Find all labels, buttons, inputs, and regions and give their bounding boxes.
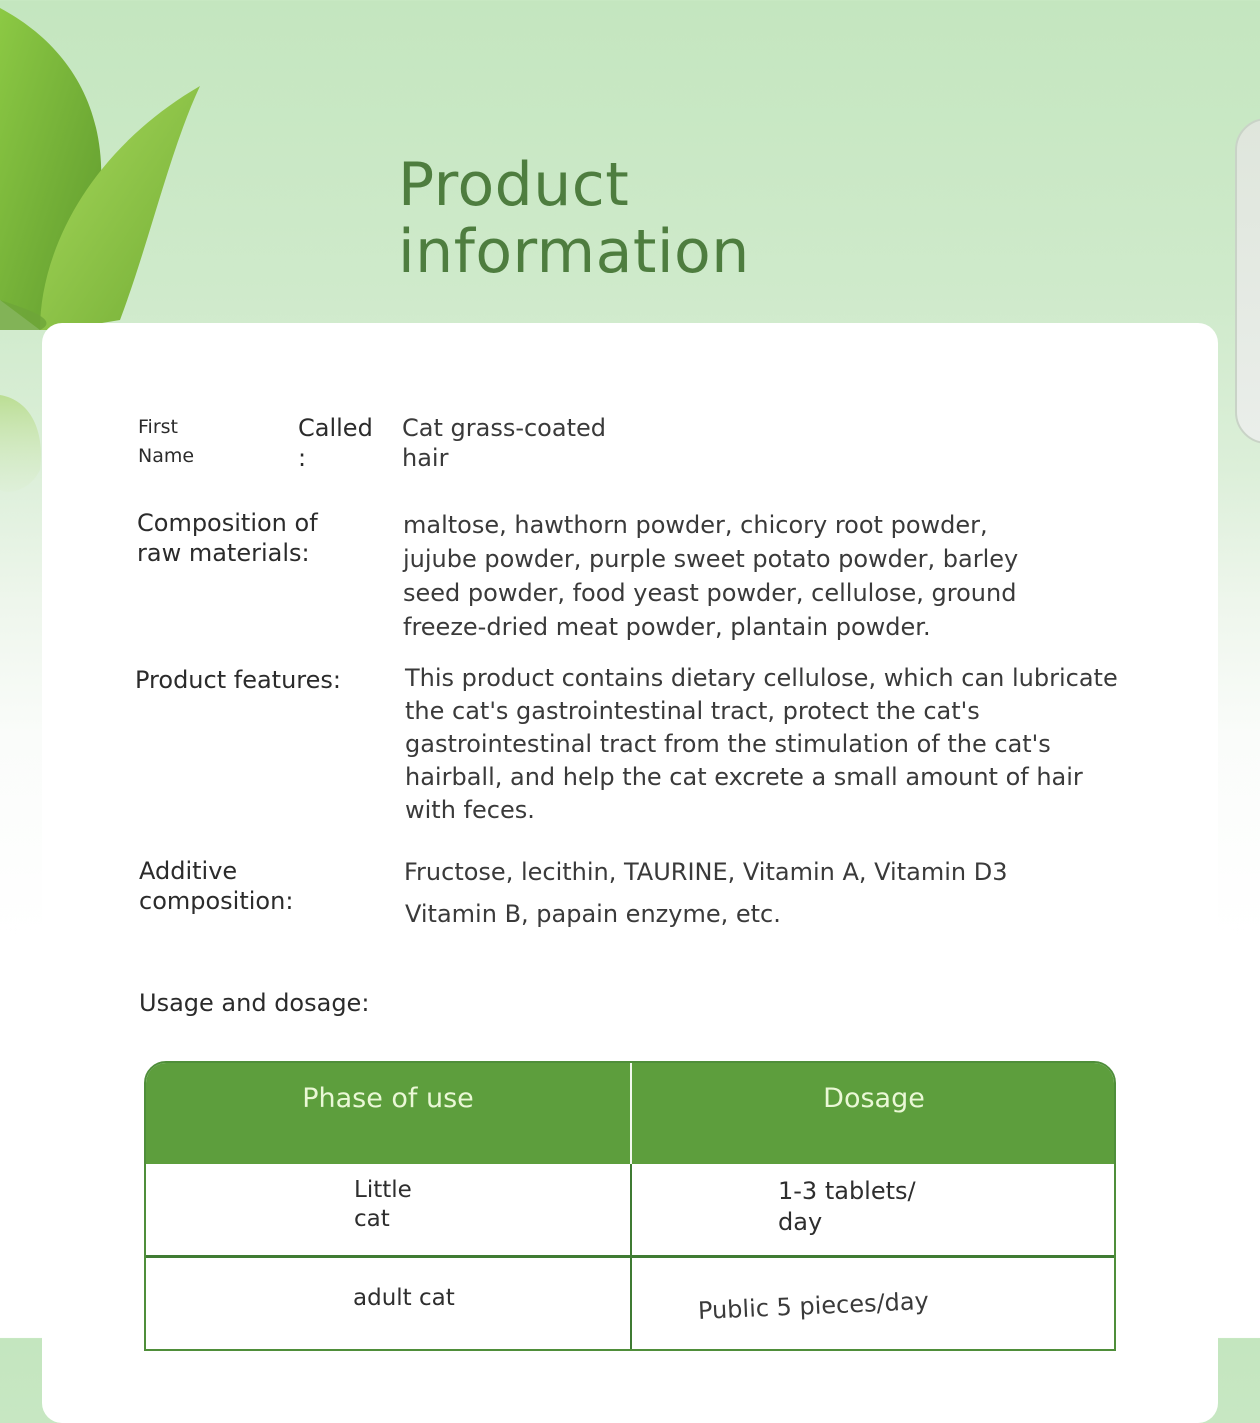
called-line-2: : <box>298 444 307 472</box>
phase-line-1: Little <box>354 1177 412 1203</box>
dosage-line-1: 1-3 tablets/ <box>778 1177 916 1205</box>
additives-label <box>139 856 293 916</box>
usage-label: Usage and dosage: <box>139 989 370 1017</box>
called-label <box>298 413 373 473</box>
features-label: Product features: <box>135 666 341 694</box>
features-line: with feces. <box>405 796 535 824</box>
name-label-line-2: Name <box>138 445 195 467</box>
table-row-2-phase: adult cat <box>353 1285 455 1311</box>
features-line: This product contains dietary cellulose, which can lubricate <box>405 664 1118 692</box>
raw-materials-label-line-2: raw materials: <box>137 539 310 567</box>
table-row-2-dosage: Public 5 pieces/day <box>697 1286 930 1325</box>
header-dosage: Dosage <box>823 1083 925 1114</box>
table-row-1-dosage <box>778 1176 916 1238</box>
raw-materials-line: jujube powder, purple sweet potato powder, barley <box>403 545 1019 573</box>
row-divider <box>146 1255 1114 1258</box>
product-name-line-1: Cat grass-coated <box>402 414 606 442</box>
features-line: the cat's gastrointestinal tract, protect the cat's <box>405 697 980 725</box>
features-line: gastrointestinal tract from the stimulation of the cat's <box>405 730 1051 758</box>
additives-value-line-1: Fructose, lecithin, TAURINE, Vitamin A, Vitamin D3 <box>404 858 1008 886</box>
additives-value-line-2: Vitamin B, papain enzyme, etc. <box>405 900 781 928</box>
title-line-1: Product <box>398 150 630 220</box>
features-value <box>405 662 1118 827</box>
title-line-2: information <box>398 217 750 287</box>
dosage-line-2: day <box>778 1208 823 1236</box>
phase-line-2: cat <box>354 1206 390 1232</box>
page-title <box>398 152 750 286</box>
header-column-divider <box>630 1063 632 1164</box>
table-row-1-phase <box>354 1176 412 1234</box>
raw-materials-value <box>403 508 1018 644</box>
raw-materials-line: freeze-dried meat powder, plantain powder. <box>403 613 931 641</box>
called-line-1: Called <box>298 414 373 442</box>
header-phase-of-use: Phase of use <box>302 1083 474 1114</box>
name-label-line-1: First <box>138 416 178 438</box>
product-name-value <box>402 413 606 473</box>
product-name-line-2: hair <box>402 444 449 472</box>
raw-materials-label-line-1: Composition of <box>137 509 318 537</box>
additives-label-line-1: Additive <box>139 857 238 885</box>
features-line: hairball, and help the cat excrete a small amount of hair <box>405 763 1083 791</box>
raw-materials-line: maltose, hawthorn powder, chicory root powder, <box>403 511 988 539</box>
raw-materials-line: seed powder, food yeast powder, cellulose, ground <box>403 579 1017 607</box>
dosage-table <box>144 1061 1116 1351</box>
side-panel-edge <box>1235 118 1260 444</box>
name-label <box>138 413 194 471</box>
raw-materials-label <box>137 508 318 568</box>
additives-label-line-2: composition: <box>139 887 294 915</box>
